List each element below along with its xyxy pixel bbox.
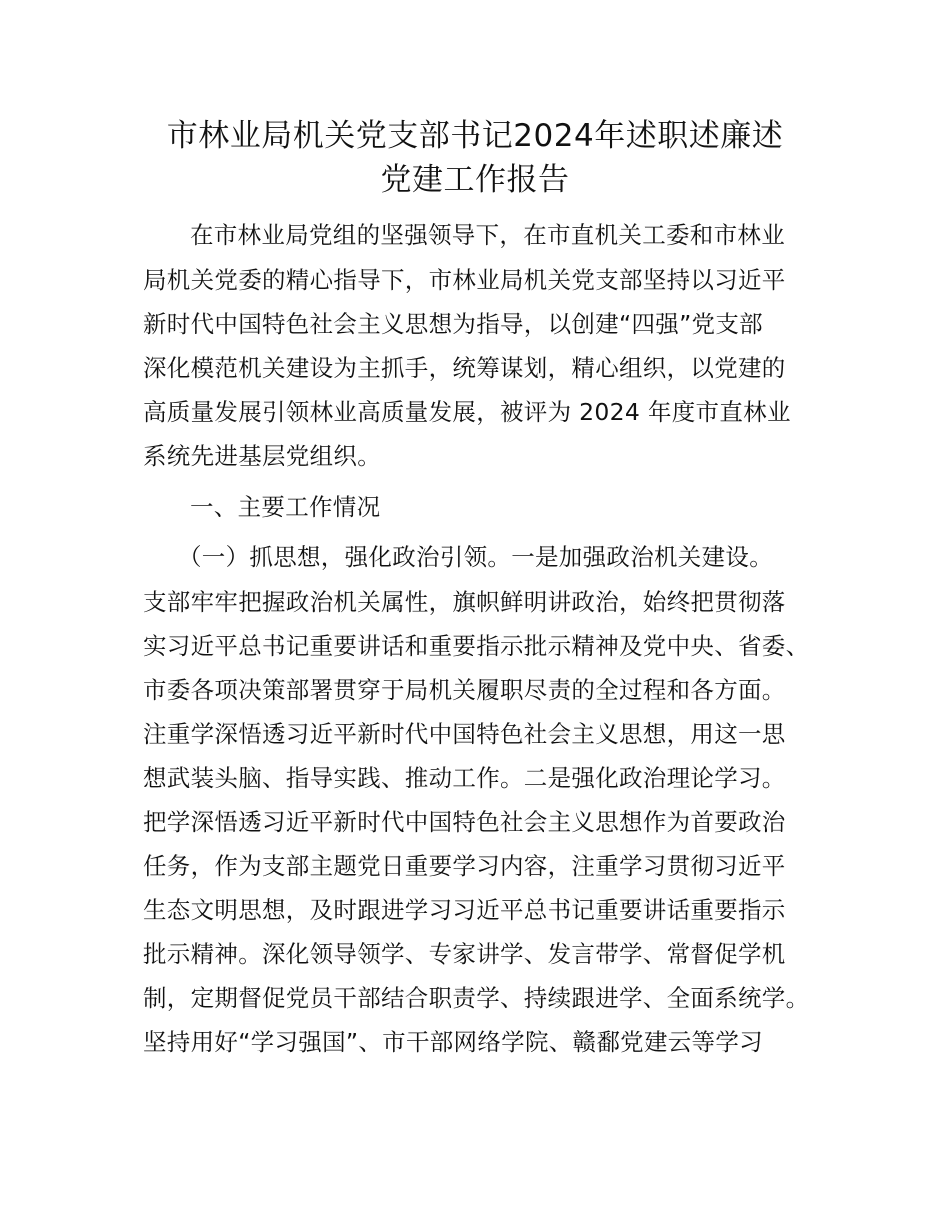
section-heading: 一、主要工作情况 <box>190 493 381 521</box>
body-line: 注重学深悟透习近平新时代中国特色社会主义思想，用这一思 <box>143 720 786 748</box>
body-line: 在市林业局党组的坚强领导下，在市直机关工委和市林业 <box>190 221 785 249</box>
body-line: 市委各项决策部署贯穿于局机关履职尽责的全过程和各方面。 <box>143 676 786 704</box>
body-line: 制，定期督促党员干部结合职责学、持续跟进学、全面系统学。 <box>143 984 810 1012</box>
body-line: 任务，作为支部主题党日重要学习内容，注重学习贯彻习近平 <box>143 852 786 880</box>
body-line: 高质量发展引领林业高质量发展，被评为 2024 年度市直林业 <box>143 398 791 426</box>
body-line: 新时代中国特色社会主义思想为指导，以创建“四强”党支部 <box>143 310 763 338</box>
body-line: 想武装头脑、指导实践、推动工作。二是强化政治理论学习。 <box>143 764 786 792</box>
body-line: 支部牢牢把握政治机关属性，旗帜鲜明讲政治，始终把贯彻落 <box>143 588 786 616</box>
body-line: （一）抓思想，强化政治引领。一是加强政治机关建设。 <box>178 543 773 571</box>
body-line: 局机关党委的精心指导下，市林业局机关党支部坚持以习近平 <box>143 266 786 294</box>
body-line: 深化模范机关建设为主抓手，统筹谋划，精心组织，以党建的 <box>143 354 786 382</box>
document-title-line-2: 党建工作报告 <box>380 162 570 198</box>
body-line: 系统先进基层党组织。 <box>143 442 381 470</box>
body-line: 实习近平总书记重要讲话和重要指示批示精神及党中央、省委、 <box>143 632 810 660</box>
body-line: 批示精神。深化领导领学、专家讲学、发言带学、常督促学机 <box>143 940 786 968</box>
document-title-line-1: 市林业局机关党支部书记2024年述职述廉述 <box>166 118 784 154</box>
body-line: 坚持用好“学习强国”、市干部网络学院、赣鄱党建云等学习 <box>143 1028 763 1056</box>
body-line: 把学深悟透习近平新时代中国特色社会主义思想作为首要政治 <box>143 808 786 836</box>
body-line: 生态文明思想，及时跟进学习习近平总书记重要讲话重要指示 <box>143 896 786 924</box>
